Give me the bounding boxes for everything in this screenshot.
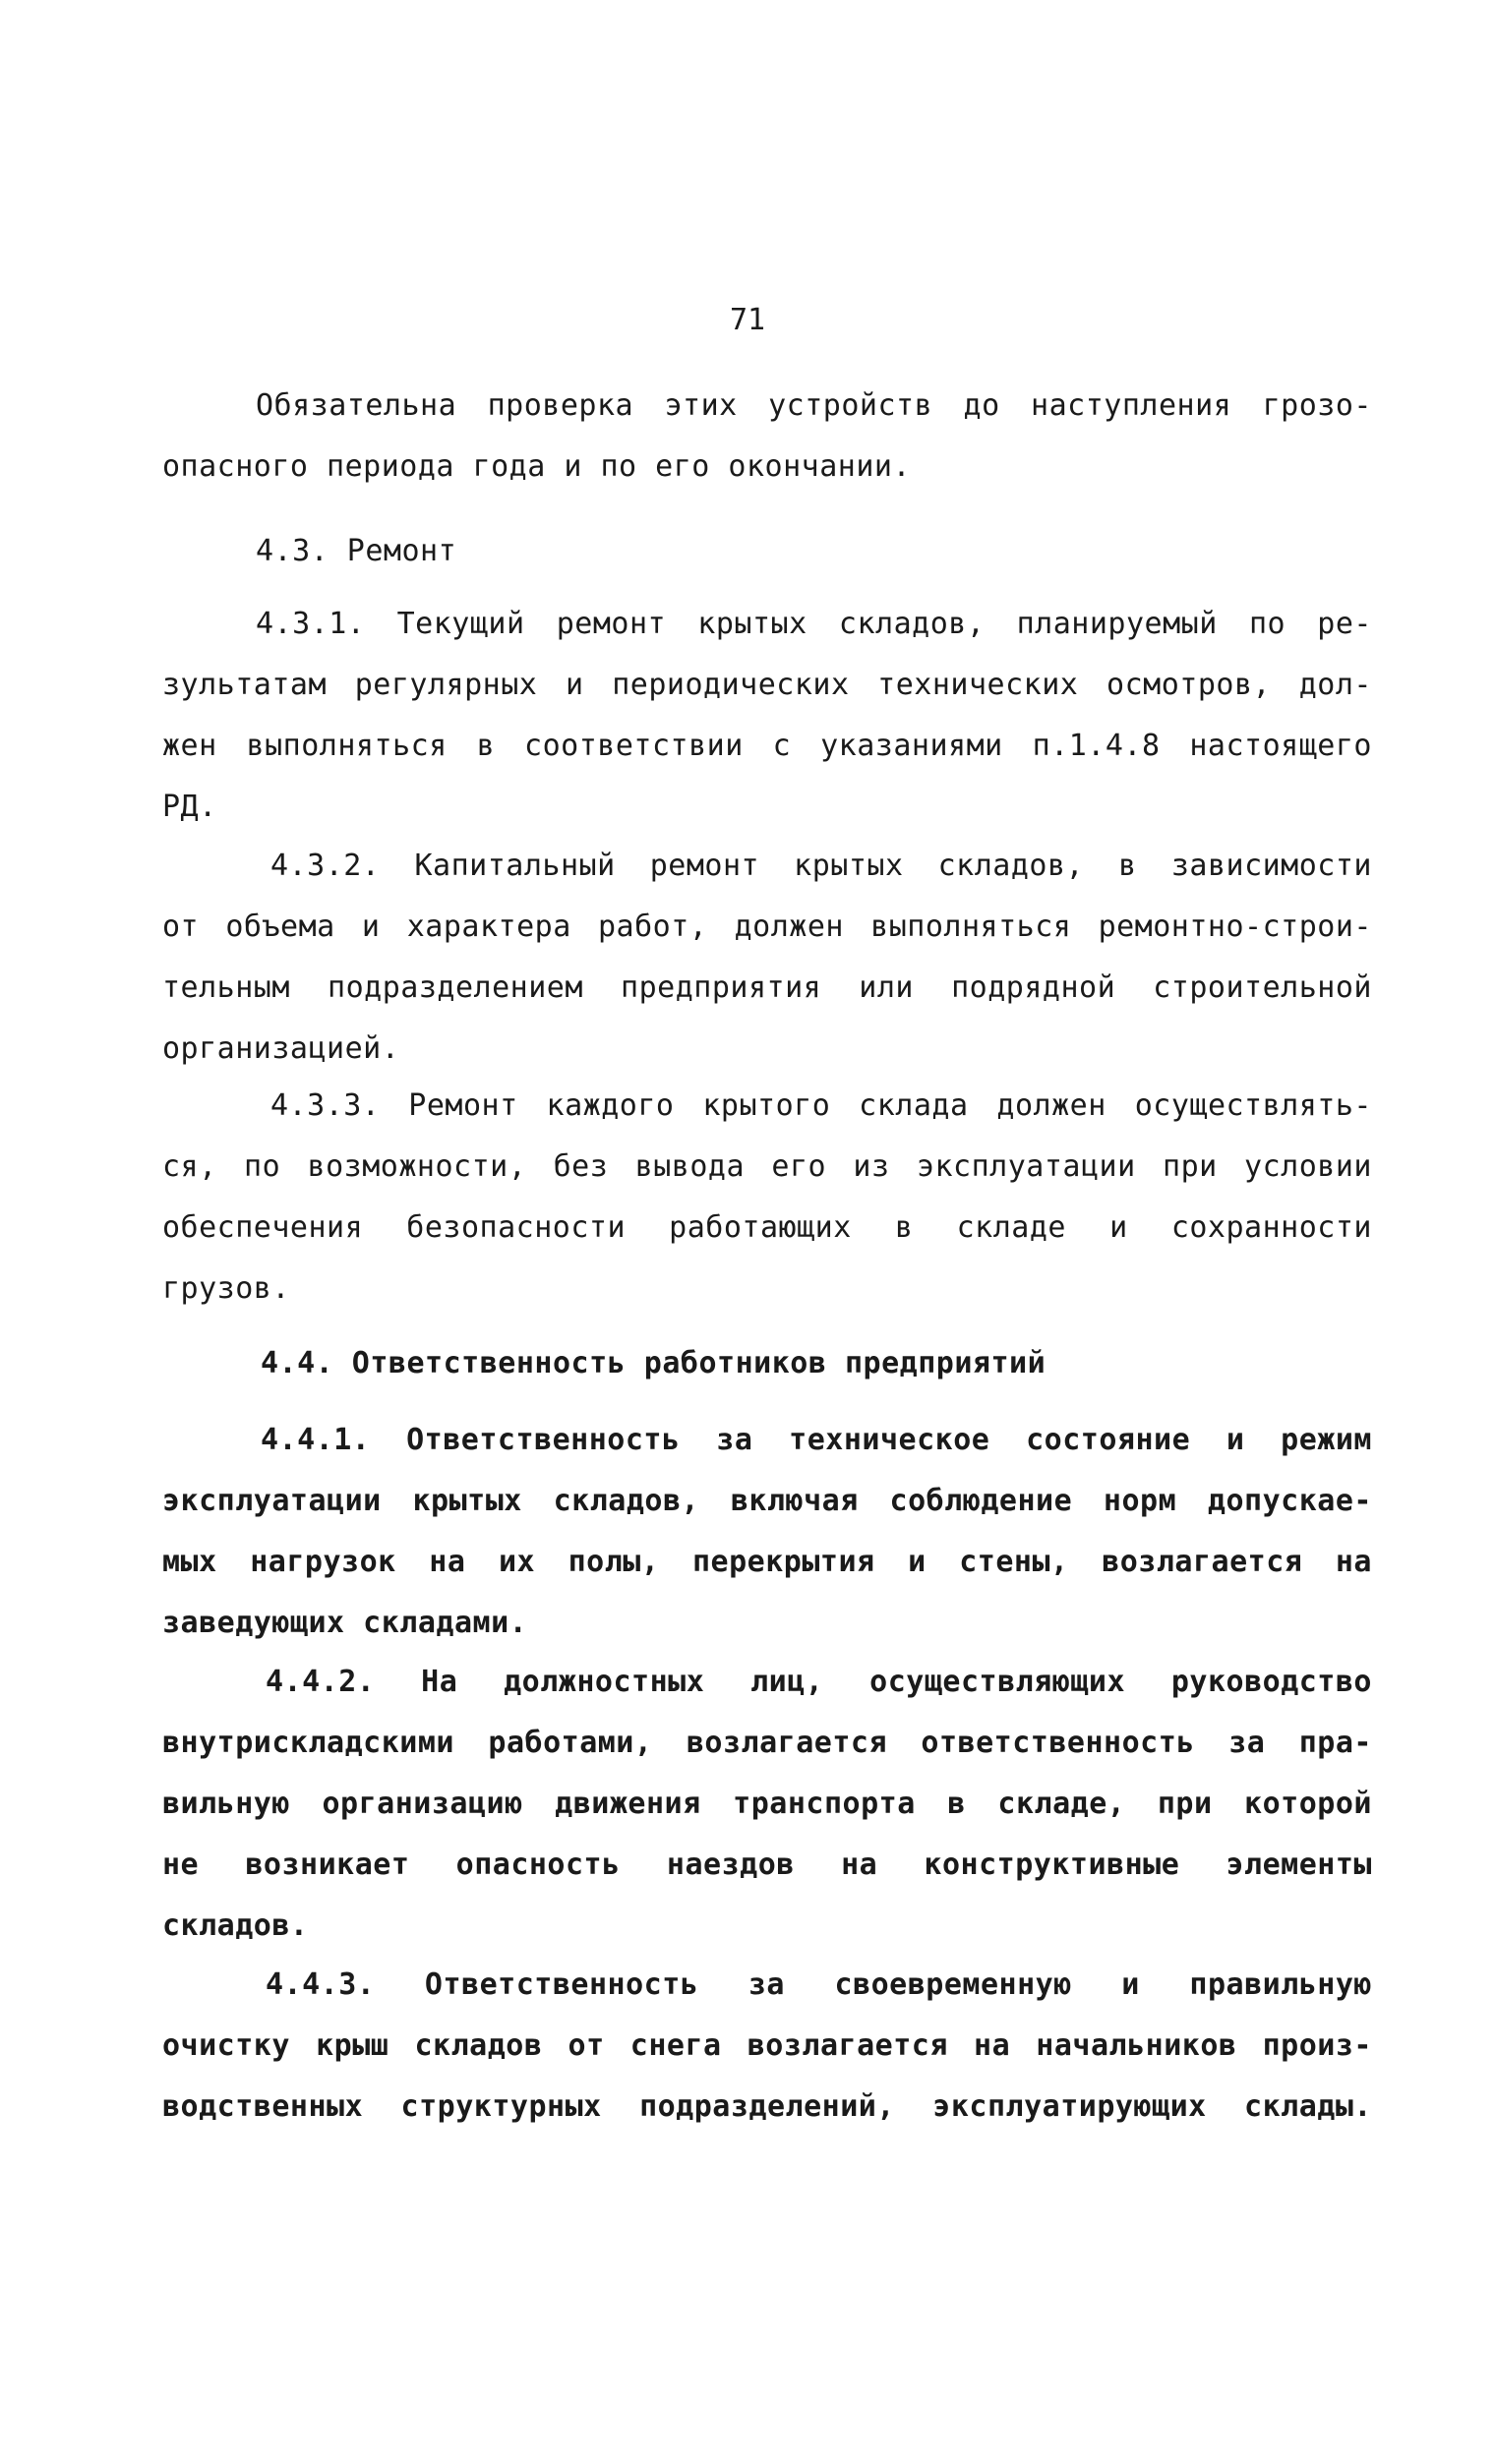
paragraph-4-3-3 [162,1076,1372,1320]
paragraph-4-4-1 [162,1410,1372,1654]
text-line: Обязательна проверка этих устройств до наступления грозо- [256,388,1372,423]
text-line: организацией. [162,1031,400,1066]
text-line: 4.3.3. Ремонт каждого крытого склада должен осуществлять- [270,1088,1372,1123]
text-line: заведующих складами. [162,1606,528,1640]
text-line: 4.3.2. Капитальный ремонт крытых складов, в зависимости [270,849,1372,883]
text-line: 4.3.1. Текущий ремонт крытых складов, планируемый по ре- [256,607,1372,641]
text-line: жен выполняться в соответствии с указаниями п.1.4.8 настоящего [162,729,1372,763]
page-number: 71 [729,303,766,337]
text-line: складов. [162,1908,309,1943]
text-line: вильную организацию движения транспорта в складе, при которой [162,1787,1372,1821]
text-line: обеспечения безопасности работающих в складе и сохранности [162,1210,1372,1245]
text-line: внутрискладскими работами, возлагается ответственность за пра- [162,1726,1372,1760]
text-line: зультатам регулярных и периодических технических осмотров, дол- [162,668,1372,702]
section-heading-4-3 [162,521,1372,582]
text-line: очистку крыш складов от снега возлагается на начальников произ- [162,2028,1372,2063]
text-line: водственных структурных подразделений, эксплуатирующих склады. [162,2089,1372,2124]
text-line: мых нагрузок на их полы, перекрытия и стены, возлагается на [162,1545,1372,1579]
paragraph-4-4-3 [162,1955,1372,2138]
text-line: не возникает опасность наездов на конструктивные элементы [162,1848,1372,1882]
paragraph-4-3-1 [162,594,1372,838]
text-line: грузов. [162,1271,290,1306]
section-heading-4-4 [162,1333,1372,1394]
text-line: РД. [162,790,217,824]
section-heading: 4.4. Ответственность работников предприятий [261,1346,1046,1380]
paragraph-4-3-2 [162,836,1372,1080]
text-line: 4.4.2. На должностных лиц, осуществляющих руководство [266,1665,1372,1699]
text-line: тельным подразделением предприятия или подрядной строительной [162,970,1372,1005]
text-line: 4.4.3. Ответственность за своевременную и правильную [266,1967,1372,2002]
paragraph-intro [162,376,1372,498]
text-line: ся, по возможности, без вывода его из эксплуатации при условии [162,1149,1372,1184]
text-line: эксплуатации крытых складов, включая соблюдение норм допускае- [162,1484,1372,1518]
paragraph-4-4-2 [162,1652,1372,1957]
text-line: опасного периода года и по его окончании. [162,449,912,484]
text-line: 4.4.1. Ответственность за техническое состояние и режим [261,1423,1372,1457]
text-line: от объема и характера работ, должен выполняться ремонтно-строи- [162,909,1372,944]
section-heading: 4.3. Ремонт [256,534,457,568]
